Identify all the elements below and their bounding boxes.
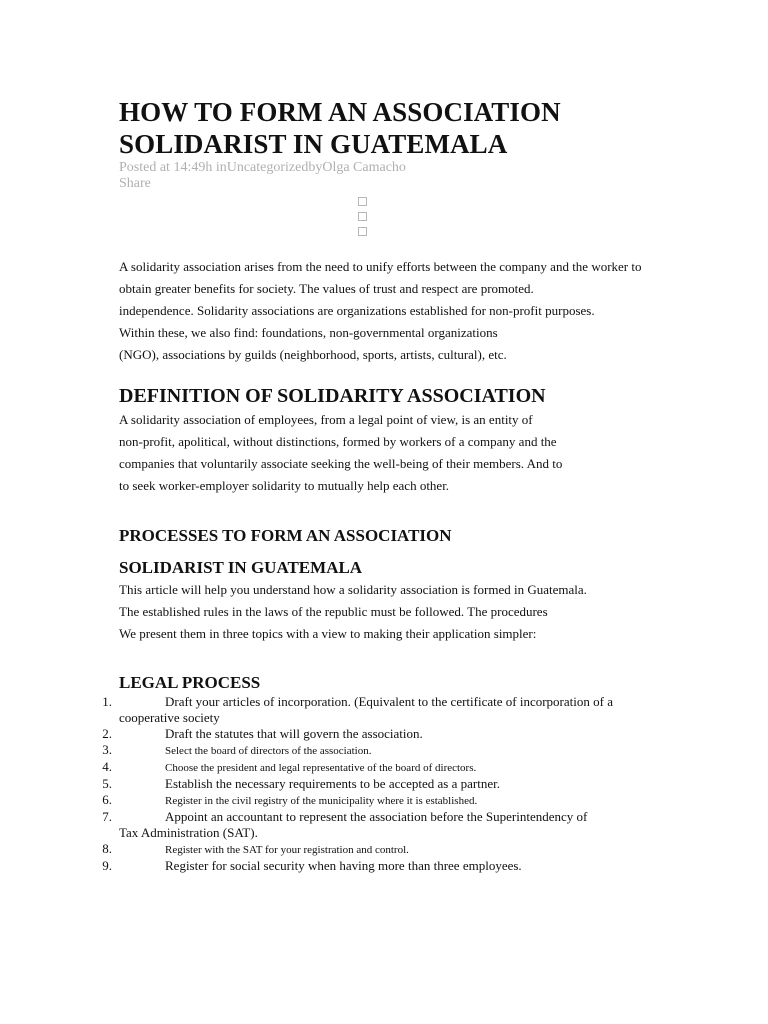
list-item (102, 792, 699, 809)
list-number: 7. (102, 809, 112, 824)
list-number: 1. (102, 694, 112, 709)
list-text: Choose the president and legal representative of the board of directors. (165, 762, 477, 774)
list-text: Select the board of directors of the association. (165, 745, 372, 757)
list-number: 2. (102, 726, 112, 741)
processes-line: We present them in three topics with a view to making their application simpler: (119, 626, 537, 641)
definition-heading: DEFINITION OF SOLIDARITY ASSOCIATION (119, 385, 546, 407)
list-item (102, 841, 699, 858)
post-meta: Posted at 14:49h inUncategorizedbyOlga Camacho (119, 160, 406, 175)
list-item (102, 694, 699, 726)
share-icon-3[interactable] (358, 227, 367, 236)
list-text: Draft the statutes that will govern the association. (165, 726, 423, 741)
intro-line: A solidarity association arises from the need to unify efforts between the company and the worker to (119, 259, 642, 274)
legal-heading: LEGAL PROCESS (119, 673, 261, 692)
list-item (102, 776, 699, 792)
list-number: 5. (102, 776, 112, 791)
list-text: Register for social security when having more than three employees. (165, 858, 522, 873)
list-number: 8. (102, 841, 112, 856)
definition-line: non-profit, apolitical, without distinctions, formed by workers of a company and the (119, 434, 557, 449)
processes-line: The established rules in the laws of the republic must be followed. The procedures (119, 604, 548, 619)
list-text: Appoint an accountant to represent the association before the Superintendency of (165, 809, 588, 824)
definition-line: A solidarity association of employees, from a legal point of view, is an entity of (119, 412, 533, 427)
list-number: 9. (102, 858, 112, 873)
intro-line: (NGO), associations by guilds (neighborhood, sports, artists, cultural), etc. (119, 347, 507, 362)
list-item (102, 809, 699, 841)
share-icon-1[interactable] (358, 197, 367, 206)
processes-line: This article will help you understand how a solidarity association is formed in Guatemala. (119, 582, 587, 597)
intro-line: obtain greater benefits for society. The values of trust and respect are promoted. (119, 281, 534, 296)
processes-heading-2: SOLIDARIST IN GUATEMALA (119, 558, 363, 577)
list-number: 3. (102, 742, 112, 757)
intro-line: Within these, we also find: foundations, non-governmental organizations (119, 325, 498, 340)
processes-heading-1: PROCESSES TO FORM AN ASSOCIATION (119, 526, 452, 545)
article (102, 96, 699, 874)
list-text: Establish the necessary requirements to be accepted as a partner. (165, 776, 500, 791)
list-text: Register with the SAT for your registration and control. (165, 844, 409, 856)
list-item (102, 742, 699, 759)
legal-steps-list (102, 694, 699, 874)
list-text-continued: cooperative society (119, 710, 220, 725)
list-text: Draft your articles of incorporation. (Equivalent to the certificate of incorporation of a (165, 694, 613, 709)
list-number: 6. (102, 792, 112, 807)
list-item (102, 759, 699, 776)
title-line-1: HOW TO FORM AN ASSOCIATION (119, 97, 561, 127)
list-number: 4. (102, 759, 112, 774)
title-line-2: SOLIDARIST IN GUATEMALA (119, 129, 508, 159)
list-item (102, 858, 699, 874)
list-item (102, 726, 699, 742)
definition-paragraph (119, 409, 699, 497)
intro-paragraph (119, 256, 699, 366)
list-text-continued: Tax Administration (SAT). (119, 825, 258, 840)
share-label[interactable]: Share (119, 176, 151, 191)
definition-line: companies that voluntarily associate seeking the well-being of their members. And to (119, 456, 563, 471)
list-text: Register in the civil registry of the municipality where it is established. (165, 795, 478, 807)
share-icon-2[interactable] (358, 212, 367, 221)
definition-line: to seek worker-employer solidarity to mutually help each other. (119, 478, 450, 493)
article-title (119, 96, 699, 160)
share-icons (119, 197, 699, 236)
processes-paragraph (119, 579, 699, 645)
intro-line: independence. Solidarity associations are organizations established for non-profit purposes. (119, 303, 595, 318)
